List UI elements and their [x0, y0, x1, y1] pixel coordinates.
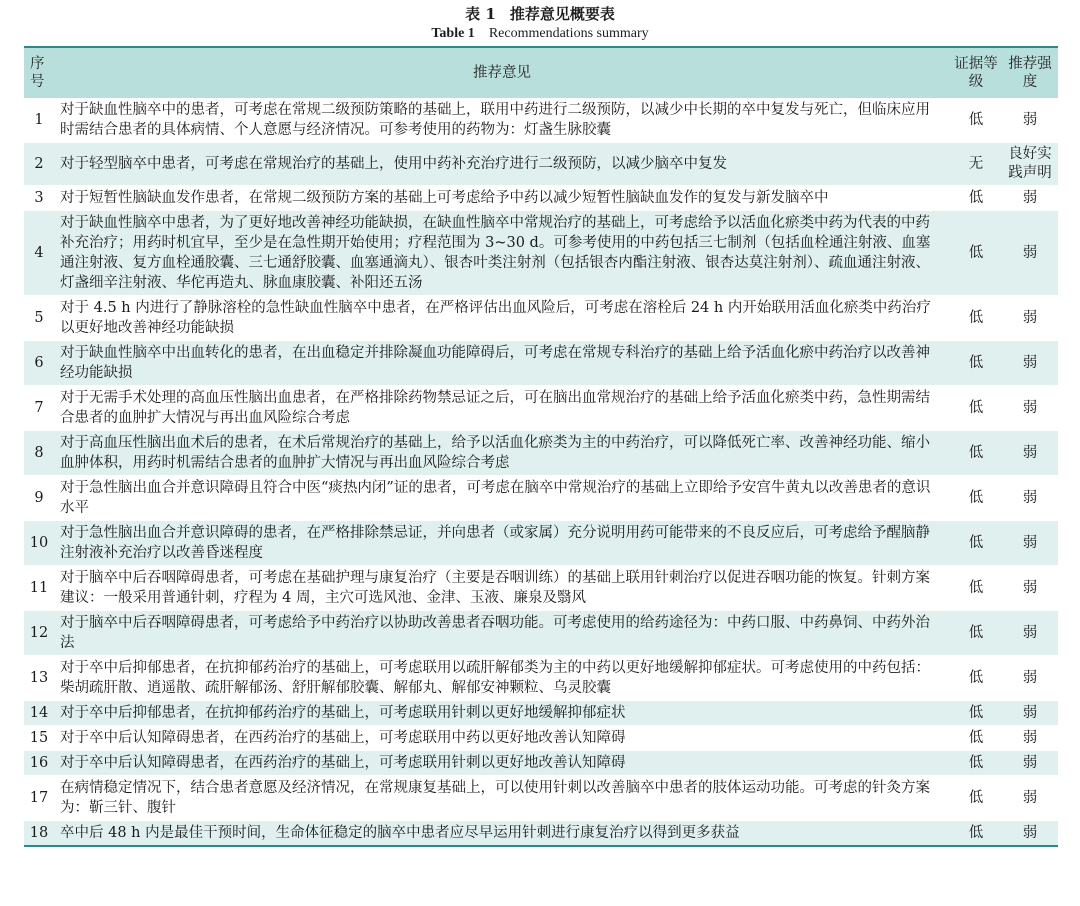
- row-recommendation: 在病情稳定情况下，结合患者意愿及经济情况，在常规康复基础上，可以使用针刺以改善脑卒中患者的肢体运动功能。可考虑的针灸方案为：靳三针、腹针: [54, 776, 950, 821]
- row-recommendation: 对于无需手术处理的高血压性脑出血患者，在严格排除药物禁忌证之后，可在脑出血常规治疗的基础上给予活血化瘀类中药，急性期需结合患者的血肿扩大情况与再出血风险综合考虑: [54, 386, 950, 431]
- row-number: 16: [24, 751, 54, 776]
- row-recommendation: 卒中后 48 h 内是最佳干预时间，生命体征稳定的脑卒中患者应尽早运用针刺进行康复治疗以得到更多获益: [54, 821, 950, 847]
- row-number: 1: [24, 98, 54, 143]
- row-evidence-level: 无: [950, 143, 1002, 186]
- table-row: [24, 701, 1058, 726]
- row-evidence-level: 低: [950, 476, 1002, 521]
- row-recommendation: 对于卒中后认知障碍患者，在西药治疗的基础上，可考虑联用针刺以更好地改善认知障碍: [54, 751, 950, 776]
- header-strength: 推荐强度: [1002, 47, 1058, 98]
- table-row: [24, 143, 1058, 186]
- row-recommendation: 对于卒中后抑郁患者，在抗抑郁药治疗的基础上，可考虑联用以疏肝解郁类为主的中药以更好地缓解抑郁症状。可考虑使用的中药包括：柴胡疏肝散、逍遥散、疏肝解郁汤、舒肝解郁胶囊、解郁丸、解郁安神颗粒、乌灵胶囊: [54, 656, 950, 701]
- row-number: 3: [24, 186, 54, 211]
- row-strength: 弱: [1002, 431, 1058, 476]
- row-recommendation: 对于轻型脑卒中患者，可考虑在常规治疗的基础上，使用中药补充治疗进行二级预防，以减少脑卒中复发: [54, 143, 950, 186]
- row-evidence-level: 低: [950, 821, 1002, 847]
- row-evidence-level: 低: [950, 296, 1002, 341]
- row-number: 13: [24, 656, 54, 701]
- table-body: [24, 98, 1058, 846]
- row-recommendation: 对于缺血性脑卒中的患者，可考虑在常规二级预防策略的基础上，联用中药进行二级预防，以减少中长期的卒中复发与死亡，但临床应用时需结合患者的具体病情、个人意愿与经济情况。可参考使用的药物为：灯盏生脉胶囊: [54, 98, 950, 143]
- table-row: [24, 611, 1058, 656]
- header-row: [24, 47, 1058, 98]
- row-evidence-level: 低: [950, 98, 1002, 143]
- table-row: [24, 98, 1058, 143]
- row-evidence-level: 低: [950, 186, 1002, 211]
- row-recommendation: 对于卒中后认知障碍患者，在西药治疗的基础上，可考虑联用中药以更好地改善认知障碍: [54, 726, 950, 751]
- row-number: 12: [24, 611, 54, 656]
- row-strength: 弱: [1002, 776, 1058, 821]
- row-strength: 弱: [1002, 476, 1058, 521]
- row-evidence-level: 低: [950, 751, 1002, 776]
- row-strength: 良好实践声明: [1002, 143, 1058, 186]
- header-recommendation: 推荐意见: [54, 47, 950, 98]
- row-recommendation: 对于急性脑出血合并意识障碍且符合中医“痰热内闭”证的患者，可考虑在脑卒中常规治疗的基础上立即给予安宫牛黄丸以改善患者的意识水平: [54, 476, 950, 521]
- table-row: [24, 386, 1058, 431]
- row-number: 11: [24, 566, 54, 611]
- table-row: [24, 431, 1058, 476]
- row-evidence-level: 低: [950, 386, 1002, 431]
- row-evidence-level: 低: [950, 431, 1002, 476]
- table-row: [24, 726, 1058, 751]
- row-strength: 弱: [1002, 211, 1058, 296]
- row-strength: 弱: [1002, 386, 1058, 431]
- row-strength: 弱: [1002, 521, 1058, 566]
- row-strength: 弱: [1002, 656, 1058, 701]
- table-row: [24, 656, 1058, 701]
- row-evidence-level: 低: [950, 341, 1002, 386]
- recommendations-table: [24, 46, 1058, 847]
- caption-en-label: Table 1: [431, 26, 475, 41]
- row-evidence-level: 低: [950, 521, 1002, 566]
- row-recommendation: 对于急性脑出血合并意识障碍的患者，在严格排除禁忌证，并向患者（或家属）充分说明用药可能带来的不良反应后，可考虑给予醒脑静注射液补充治疗以改善昏迷程度: [54, 521, 950, 566]
- row-strength: 弱: [1002, 701, 1058, 726]
- row-recommendation: 对于 4.5 h 内进行了静脉溶栓的急性缺血性脑卒中患者，在严格评估出血风险后，可考虑在溶栓后 24 h 内开始联用活血化瘀类中药治疗以更好地改善神经功能缺损: [54, 296, 950, 341]
- row-strength: 弱: [1002, 296, 1058, 341]
- row-number: 9: [24, 476, 54, 521]
- row-recommendation: 对于缺血性脑卒中患者，为了更好地改善神经功能缺损，在缺血性脑卒中常规治疗的基础上，可考虑给予以活血化瘀类中药为代表的中药补充治疗；用药时机宜早，至少是在急性期开始使用；疗程范围为 3~30 d。可参考使用的中药包括三七制剂（包括血栓通注射液、血塞通注射液、复方血栓通胶囊、三七通舒胶囊、血塞通滴丸）、银杏叶类注射剂（包括银杏内酯注射液、银杏达莫注射剂）、疏血通注射液、灯盏细辛注射液、华佗再造丸、脉血康胶囊、补阳还五汤: [54, 211, 950, 296]
- row-evidence-level: 低: [950, 211, 1002, 296]
- table-row: [24, 341, 1058, 386]
- row-number: 6: [24, 341, 54, 386]
- row-strength: 弱: [1002, 611, 1058, 656]
- table-row: [24, 186, 1058, 211]
- caption-chinese: [0, 3, 1080, 24]
- caption-en-title: Recommendations summary: [488, 26, 649, 41]
- row-strength: 弱: [1002, 186, 1058, 211]
- row-number: 2: [24, 143, 54, 186]
- row-number: 5: [24, 296, 54, 341]
- row-strength: 弱: [1002, 566, 1058, 611]
- table-row: [24, 296, 1058, 341]
- row-strength: 弱: [1002, 726, 1058, 751]
- row-number: 18: [24, 821, 54, 847]
- table-row: [24, 776, 1058, 821]
- row-number: 15: [24, 726, 54, 751]
- row-strength: 弱: [1002, 751, 1058, 776]
- table-row: [24, 521, 1058, 566]
- table-row: [24, 566, 1058, 611]
- table-row: [24, 751, 1058, 776]
- row-evidence-level: 低: [950, 776, 1002, 821]
- row-recommendation: 对于短暂性脑缺血发作患者，在常规二级预防方案的基础上可考虑给予中药以减少短暂性脑缺血发作的复发与新发脑卒中: [54, 186, 950, 211]
- row-recommendation: 对于缺血性脑卒中出血转化的患者，在出血稳定并排除凝血功能障碍后，可考虑在常规专科治疗的基础上给予活血化瘀中药治疗以改善神经功能缺损: [54, 341, 950, 386]
- row-evidence-level: 低: [950, 726, 1002, 751]
- row-evidence-level: 低: [950, 566, 1002, 611]
- row-number: 10: [24, 521, 54, 566]
- row-number: 17: [24, 776, 54, 821]
- row-number: 4: [24, 211, 54, 296]
- caption-cn-label: 表 1: [465, 5, 496, 23]
- row-strength: 弱: [1002, 98, 1058, 143]
- table-row: [24, 476, 1058, 521]
- row-recommendation: 对于脑卒中后吞咽障碍患者，可考虑在基础护理与康复治疗（主要是吞咽训练）的基础上联用针刺治疗以促进吞咽功能的恢复。针刺方案建议：一般采用普通针刺，疗程为 4 周，主穴可选风池、金津、玉液、廉泉及翳风: [54, 566, 950, 611]
- row-strength: 弱: [1002, 821, 1058, 847]
- row-evidence-level: 低: [950, 656, 1002, 701]
- row-strength: 弱: [1002, 341, 1058, 386]
- header-evidence-level: 证据等级: [950, 47, 1002, 98]
- row-number: 14: [24, 701, 54, 726]
- table-row: [24, 821, 1058, 847]
- row-evidence-level: 低: [950, 611, 1002, 656]
- table-row: [24, 211, 1058, 296]
- row-number: 7: [24, 386, 54, 431]
- header-number: 序号: [24, 47, 54, 98]
- row-evidence-level: 低: [950, 701, 1002, 726]
- row-recommendation: 对于高血压性脑出血术后的患者，在术后常规治疗的基础上，给予以活血化瘀类为主的中药治疗，可以降低死亡率、改善神经功能、缩小血肿体积，用药时机需结合患者的血肿扩大情况与再出血风险综合考虑: [54, 431, 950, 476]
- row-recommendation: 对于脑卒中后吞咽障碍患者，可考虑给予中药治疗以协助改善患者吞咽功能。可考虑使用的给药途径为：中药口服、中药鼻饲、中药外治法: [54, 611, 950, 656]
- table-header: [24, 47, 1058, 98]
- caption-english: [0, 26, 1080, 42]
- row-number: 8: [24, 431, 54, 476]
- caption-cn-title: 推荐意见概要表: [509, 5, 615, 23]
- row-recommendation: 对于卒中后抑郁患者，在抗抑郁药治疗的基础上，可考虑联用针刺以更好地缓解抑郁症状: [54, 701, 950, 726]
